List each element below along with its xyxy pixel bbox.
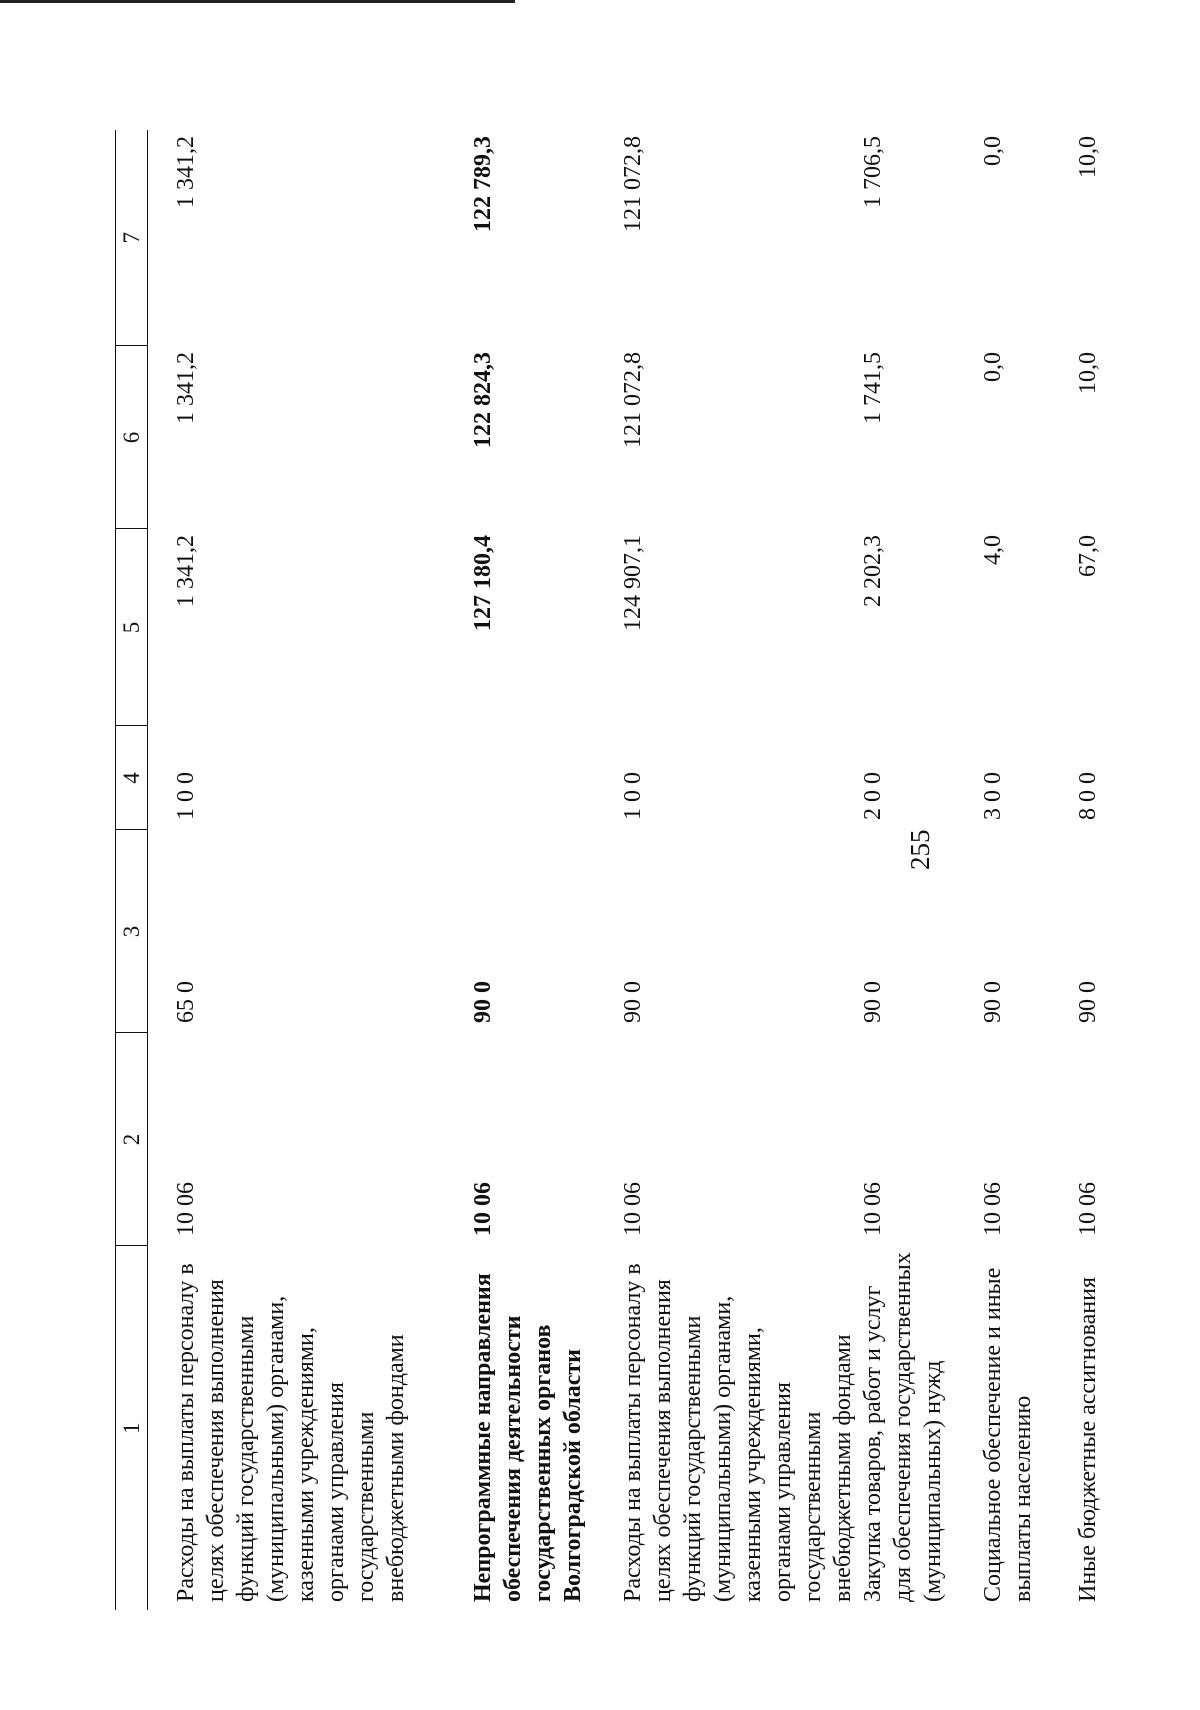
- col-header-5: 5: [116, 529, 148, 726]
- row-target: 90 0: [470, 981, 496, 1023]
- row-name: Непрограммные направления обеспечения деятельности государственных органов Волгоградской области: [470, 1273, 586, 1602]
- row-value-6: 10,0: [1075, 352, 1101, 394]
- row-section: 10 06: [620, 1182, 646, 1236]
- page-number: 255: [905, 829, 935, 870]
- row-value-7: 1 706,5: [860, 136, 886, 208]
- col-header-2: 2: [116, 1033, 148, 1246]
- row-value-5: 124 907,1: [620, 535, 646, 631]
- table-row: [618, 130, 858, 1610]
- row-target: 90 0: [1075, 981, 1101, 1023]
- row-value-6: 1 741,5: [860, 352, 886, 424]
- row-value-5: 1 341,2: [173, 535, 199, 607]
- row-expense-type: 8 0 0: [1075, 772, 1101, 820]
- row-section: 10 06: [1075, 1182, 1101, 1236]
- col-header-7: 7: [116, 130, 148, 346]
- budget-table: [115, 130, 1133, 1610]
- row-target: 90 0: [620, 981, 646, 1023]
- row-expense-type: 1 0 0: [620, 772, 646, 820]
- row-target: 90 0: [860, 981, 886, 1023]
- row-value-7: 10,0: [1075, 136, 1101, 178]
- row-name: Расходы на выплаты персоналу в целях обеспечения выполнения функций государственными (муниципальными) органами, казенными учреждениями, органами управления государственными внебюджетными фондами: [620, 1263, 856, 1602]
- rotated-page: [115, 130, 1145, 1610]
- row-name: Закупка товаров, работ и услуг для обеспечения государственных (муниципальных) нужд: [860, 1252, 946, 1602]
- row-expense-type: 1 0 0: [173, 772, 199, 820]
- row-section: 10 06: [470, 1182, 496, 1236]
- row-value-7: 0,0: [980, 136, 1006, 166]
- row-expense-type: 2 0 0: [860, 772, 886, 820]
- col-header-1: 1: [116, 1246, 148, 1610]
- row-value-7: 121 072,8: [620, 136, 646, 232]
- row-value-5: 67,0: [1075, 535, 1101, 577]
- scan-top-edge: [0, 0, 515, 3]
- row-value-7: 122 789,3: [470, 136, 496, 232]
- row-value-5: 4,0: [980, 535, 1006, 565]
- table-row: [148, 130, 469, 1610]
- header-row: [116, 130, 148, 1610]
- row-value-7: 1 341,2: [173, 136, 199, 208]
- row-target: 65 0: [173, 981, 199, 1023]
- row-section: 10 06: [860, 1182, 886, 1236]
- row-value-5: 2 202,3: [860, 535, 886, 607]
- row-expense-type: [468, 726, 618, 830]
- row-value-6: 0,0: [980, 352, 1006, 382]
- row-value-5: 127 180,4: [470, 535, 496, 631]
- table-row: [468, 130, 618, 1610]
- col-header-3: 3: [116, 830, 148, 1033]
- col-header-6: 6: [116, 346, 148, 529]
- row-value-6: 121 072,8: [620, 352, 646, 448]
- table-row: [978, 130, 1073, 1610]
- row-section: 10 06: [980, 1182, 1006, 1236]
- row-name: Социальное обеспечение и иные выплаты населению: [980, 1267, 1036, 1602]
- table-row: [858, 130, 978, 1610]
- row-section: 10 06: [173, 1182, 199, 1236]
- row-target: 90 0: [980, 981, 1006, 1023]
- row-value-6: 122 824,3: [470, 352, 496, 448]
- table-row: [1073, 130, 1133, 1610]
- row-name: Иные бюджетные ассигнования: [1075, 1277, 1101, 1602]
- row-value-6: 1 341,2: [173, 352, 199, 424]
- row-name: Расходы на выплаты персоналу в целях обеспечения выполнения функций государственными (муниципальными) органами, казенными учреждениями, органами управления государственными внебюджетными фондами: [173, 1263, 409, 1602]
- row-expense-type: 3 0 0: [980, 772, 1006, 820]
- col-header-4: 4: [116, 726, 148, 830]
- table-header: [116, 130, 148, 1610]
